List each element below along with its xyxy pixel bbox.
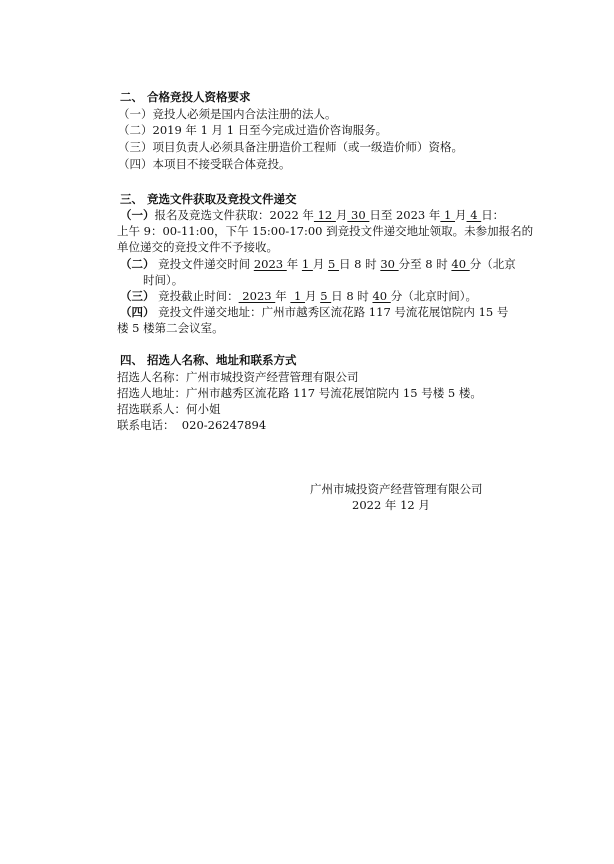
signature-date: 2022 年 12 月 (352, 498, 430, 512)
item-label: （一） (120, 208, 155, 222)
section3-item-2 (120, 256, 516, 272)
text-run: 分（北京时间）。 (390, 289, 478, 303)
section3-heading: 三、 竞选文件获取及竞投文件递交 (120, 192, 297, 206)
contact-phone-line: 联系电话： 020-26247894 (117, 418, 267, 432)
text-run: 日至 2023 年 (369, 208, 441, 222)
text-run: 竞投文件递交地址：广州市越秀区流花路 117 号流花展馆院内 15 号 (154, 305, 509, 319)
underlined-value: 1 (290, 289, 306, 303)
text-run: 分至 8 时 (398, 257, 452, 271)
section2-item-2: （二）2019 年 1 月 1 日至今完成过造价咨询服务。 (118, 123, 388, 137)
underlined-value: 5 (320, 289, 332, 303)
underlined-value: 1 (301, 257, 313, 271)
underlined-value: 2023 (238, 289, 276, 303)
item-label: （三） (120, 289, 155, 303)
text-run: 日： (481, 208, 505, 222)
text-run: 月 (312, 257, 329, 271)
underlined-value: 5 (328, 257, 340, 271)
section3-item-4 (120, 304, 508, 320)
section2-item-3: （三）项目负责人必须具备注册造价工程师（或一级造价师）资格。 (118, 140, 463, 154)
text-run: 竞投截止时间： (154, 289, 239, 303)
underlined-value: 4 (466, 208, 482, 222)
text-run: 年 (286, 257, 302, 271)
signature-company: 广州市城投资产经营管理有限公司 (310, 482, 483, 496)
section2-item-1: （一）竞投人必须是国内合法注册的法人。 (118, 107, 337, 121)
text-run: 月 (305, 289, 321, 303)
underlined-value: 30 (347, 208, 370, 222)
underlined-value: 12 (313, 208, 336, 222)
section2-heading: 二、 合格竞投人资格要求 (120, 90, 251, 104)
section4-heading: 四、 招选人名称、地址和联系方式 (120, 353, 297, 367)
text-run: 分（北京 (469, 257, 516, 271)
text-run: 竞投文件递交时间 (154, 257, 254, 271)
underlined-value: 40 (451, 257, 470, 271)
section3-item-2-cont-1: 时间）。 (143, 273, 184, 287)
contact-person-line: 招选联系人：何小姐 (117, 402, 221, 416)
text-run: 年 (275, 289, 291, 303)
text-run: 日 8 时 (339, 257, 381, 271)
contact-name-line: 招选人名称：广州市城投资产经营管理有限公司 (117, 370, 359, 384)
underlined-value: 30 (380, 257, 399, 271)
section3-item-1-cont-2: 单位递交的竞投文件不予接收。 (117, 240, 278, 254)
section3-item-1 (120, 207, 504, 223)
text-run: 月 (455, 208, 467, 222)
item-label: （二） (120, 257, 155, 271)
section3-item-4-cont-1: 楼 5 楼第二会议室。 (117, 321, 224, 335)
underlined-value: 40 (372, 289, 391, 303)
item-label: （四） (120, 305, 155, 319)
section2-item-4: （四）本项目不接受联合体竞投。 (118, 157, 291, 171)
text-run: 报名及竞选文件获取：2022 年 (154, 208, 314, 222)
underlined-value: 2023 (253, 257, 287, 271)
underlined-value: 1 (440, 208, 456, 222)
contact-address-line: 招选人地址：广州市越秀区流花路 117 号流花展馆院内 15 号楼 5 楼。 (117, 386, 482, 400)
section3-item-3 (120, 288, 477, 304)
section3-item-1-cont-1: 上午 9：00-11:00，下午 15:00-17:00 到竞投文件递交地址领取。未参加报名的 (117, 224, 534, 238)
text-run: 月 (335, 208, 348, 222)
text-run: 日 8 时 (331, 289, 373, 303)
